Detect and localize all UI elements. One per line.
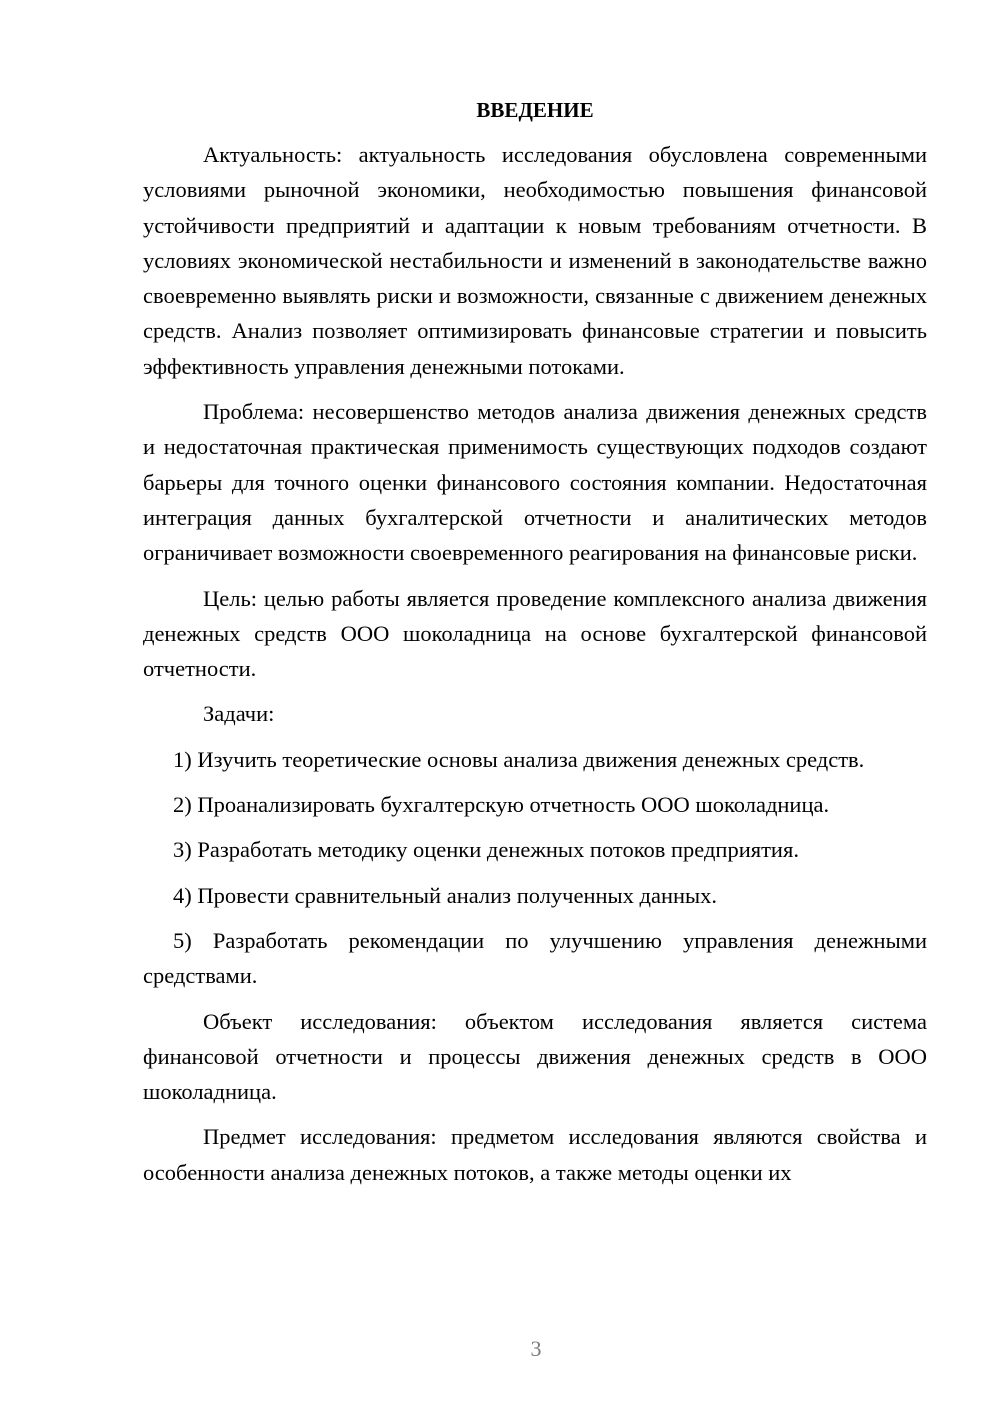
paragraph-goal: Цель: целью работы является проведение комплексного анализа движения денежных средств ООО шоколадница на основе бухгалтерской финансовой отчетности. xyxy=(143,585,927,682)
task-item-4: 4) Провести сравнительный анализ полученных данных. xyxy=(173,882,718,908)
task-item-5: 5) Разработать рекомендации по улучшению управления денежными средствами. xyxy=(143,927,927,989)
paragraph-relevance: Актуальность: актуальность исследования обусловлена современными условиями рыночной экономики, необходимостью повышения финансовой устойчивости предприятий и адаптации к новым требованиям отчетности. В условиях экономической нестабильности и изменений в законодательстве важно своевременно выявлять риски и возможности, связанные с движением денежных средств. Анализ позволяет оптимизировать финансовые стратегии и повысить эффективность управления денежными потоками. xyxy=(143,142,927,379)
page-number: 3 xyxy=(530,1336,542,1361)
section-title: ВВЕДЕНИЕ xyxy=(476,98,594,122)
page-content xyxy=(143,95,927,1200)
task-item-1: 1) Изучить теоретические основы анализа движения денежных средств. xyxy=(173,746,865,772)
task-item-3: 3) Разработать методику оценки денежных потоков предприятия. xyxy=(173,837,799,863)
paragraph-tasks-heading: Задачи: xyxy=(203,701,275,727)
paragraph-subject: Предмет исследования: предметом исследования являются свойства и особенности анализа денежных потоков, а также методы оценки их xyxy=(143,1124,927,1185)
task-item-2: 2) Проанализировать бухгалтерскую отчетность ООО шоколадница. xyxy=(173,792,830,818)
paragraph-object: Объект исследования: объектом исследования является система финансовой отчетности и процессы движения денежных средств в ООО шоколадница. xyxy=(143,1008,927,1105)
paragraph-problem: Проблема: несовершенство методов анализа движения денежных средств и недостаточная практическая применимость существующих подходов создают барьеры для точного оценки финансового состояния компании. Недостаточная интеграция данных бухгалтерской отчетности и аналитических методов ограничивает возможности своевременного реагирования на финансовые риски. xyxy=(143,399,927,566)
